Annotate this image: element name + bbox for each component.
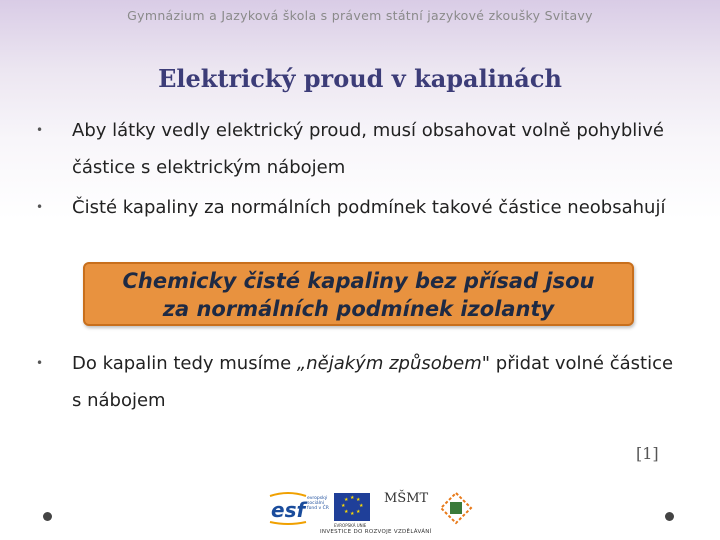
nav-dot-left[interactable] [43, 512, 52, 521]
esf-logo [268, 490, 330, 526]
bullet-text: Čisté kapaliny za normálních podmínek takové částice neobsahují [72, 197, 666, 218]
esf-text: esf [271, 498, 306, 522]
footer-caption: INVESTICE DO ROZVOJE VZDĚLÁVÁNÍ [320, 529, 432, 535]
bullet-text-start: Do kapalin tedy musíme [72, 353, 297, 374]
bullet-icon: • [36, 200, 44, 214]
bullet-item [36, 189, 680, 226]
bullet-text [40, 345, 680, 419]
nav-dot-right[interactable] [665, 512, 674, 521]
msmt-text: MŠMT [384, 491, 429, 506]
op-vk-icon [438, 490, 474, 526]
bullet-text-italic: „nějakým způsobem" [296, 353, 491, 374]
reference-label: [1] [636, 444, 659, 463]
op-logo [438, 490, 474, 526]
bullet-text-end: přidat volné částice s nábojem [72, 353, 674, 411]
slide-title: Elektrický proud v kapalinách [158, 64, 562, 93]
footer-logos [268, 490, 483, 536]
bullet-icon: • [36, 123, 44, 137]
highlight-line-1: Chemicky čisté kapaliny bez přísad jsou [122, 269, 595, 293]
esf-caption: evropský sociální fond v ČR [307, 496, 329, 511]
eu-flag-icon: ★ ★ ★ ★ ★ ★ ★ ★ [334, 493, 370, 521]
school-header: Gymnázium a Jazyková škola s právem státní jazykové zkoušky Svitavy [127, 8, 593, 23]
bullet-text: Aby látky vedly elektrický proud, musí obsahovat volně pohyblivé částice s elektrickým nábojem [72, 120, 664, 178]
eu-caption: EVROPSKÁ UNIE [334, 523, 367, 528]
bullet-icon: • [36, 356, 44, 370]
bullet-item [36, 345, 680, 419]
highlight-line-2: za normálních podmínek izolanty [162, 297, 555, 321]
highlight-box [83, 262, 634, 326]
msmt-logo [376, 490, 429, 526]
bullet-item [36, 112, 680, 186]
